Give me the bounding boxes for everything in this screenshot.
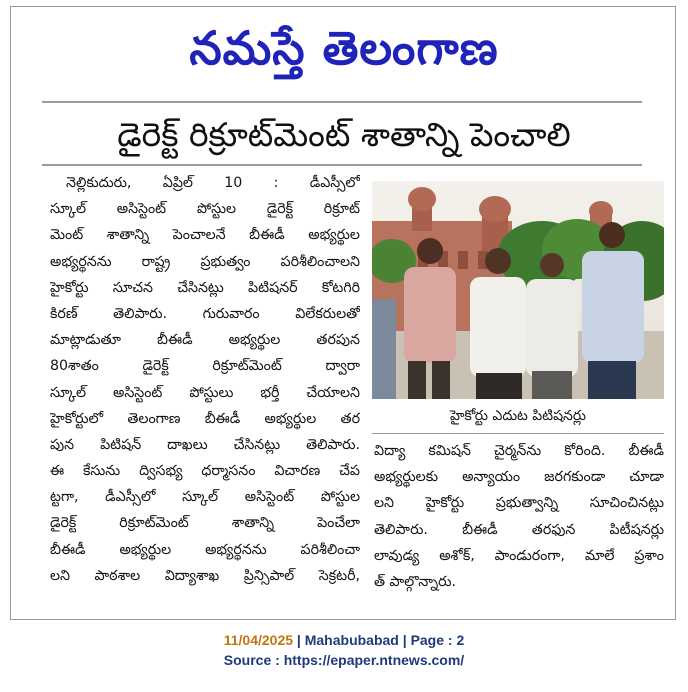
text-line: త్ పాల్గొన్నారు. bbox=[374, 573, 456, 590]
divider bbox=[42, 101, 642, 103]
text-line: మాట్లాడుతూ బీఈడీ అభ్యర్థుల తరపున bbox=[50, 332, 360, 349]
text-line: స్కూల్ అసిస్టెంట్ పోస్టుల డైరెక్ట్ రిక్రూట్ bbox=[50, 201, 360, 218]
petitioners-photo bbox=[372, 181, 664, 399]
photo-caption: హైకోర్టు ఎదుట పిటిషనర్లు bbox=[449, 408, 587, 424]
text-line: విద్యా కమిషన్ చైర్మన్‌ను కోరింది. బీఈడీ bbox=[374, 443, 664, 459]
clipping-footer bbox=[0, 630, 688, 670]
separator: | bbox=[293, 632, 305, 648]
source-link[interactable]: Source : https://epaper.ntnews.com/ bbox=[223, 652, 465, 668]
text-line: లని హైకోర్టు ప్రభుత్వాన్ని సూచించినట్లు bbox=[374, 495, 664, 512]
text-line: డైరెక్ట్ రిక్రూట్‌మెంట్ శాతాన్ని పెంచేలా bbox=[50, 515, 360, 532]
text-line: స్కూల్ అసిస్టెంట్ పోస్టులు భర్తీ చేయాలని bbox=[50, 384, 360, 401]
text-line: బీఈడీ అభ్యర్థుల అభ్యర్థనను పరిశీలించా bbox=[50, 541, 360, 558]
edition-name: Mahabubabad bbox=[304, 632, 399, 648]
text-line: ట్టగా, డీఎస్సీలో స్కూల్ అసిస్టెంట్ పోస్టుల bbox=[50, 489, 360, 506]
text-line: లావుడ్య అశోక్, పాండురంగా, మాలే ప్రశాం bbox=[374, 547, 664, 564]
text-line: నెల్లికుదురు, ఏప్రిల్ 10 : డీఎస్సీలో bbox=[66, 175, 360, 191]
edition-info bbox=[0, 630, 688, 650]
page-number: Page : 2 bbox=[410, 632, 465, 648]
separator: | bbox=[398, 632, 411, 648]
text-line: మెంట్ శాతాన్ని పెంచాలనే బీఈడీ అభ్యర్థుల bbox=[50, 227, 360, 244]
newspaper-masthead: నమస్తే తెలంగాణ bbox=[189, 21, 499, 75]
text-line: అభ్యర్థులకు అన్యాయం జరగకుండా చూడా bbox=[374, 469, 664, 486]
text-line: ఈ కేసును ద్విసభ్య ధర్మాసనం విచారణ చేప bbox=[50, 463, 360, 480]
text-line: పున పిటిషన్ దాఖలు చేసినట్లు తెలిపారు. bbox=[50, 436, 360, 453]
article-column-right bbox=[374, 438, 664, 618]
divider bbox=[42, 164, 642, 166]
text-line: అభ్యర్థనను రాష్ట్ర ప్రభుత్వం పరిశీలించాలని bbox=[50, 253, 360, 270]
text-line: హైకోర్టు సూచన చేసినట్లు పిటిషనర్ కోటగిరి bbox=[50, 279, 360, 296]
text-line: 80శాతం డైరెక్ట్ రిక్రూట్‌మెంట్ ద్వారా bbox=[50, 358, 360, 375]
article-headline: డైరెక్ట్ రిక్రూట్‌మెంట్ శాతాన్ని పెంచాలి bbox=[117, 115, 571, 154]
edition-date: 11/04/2025 bbox=[223, 632, 294, 648]
text-line: లని పాఠశాల విద్యాశాఖ ప్రిన్సిపాల్ సెక్రటరీ, bbox=[50, 567, 360, 584]
text-line: తెలిపారు. బీఈడీ తరఫున పిటీషనర్లు bbox=[374, 521, 664, 538]
text-line: హైకోర్టులో తెలంగాణ బీఈడీ అభ్యర్థుల తర bbox=[50, 410, 360, 427]
divider bbox=[372, 433, 664, 434]
article-column-left bbox=[50, 170, 360, 610]
text-line: కిరణ్ తెలిపారు. గురువారం విలేకరులతో bbox=[50, 305, 360, 322]
